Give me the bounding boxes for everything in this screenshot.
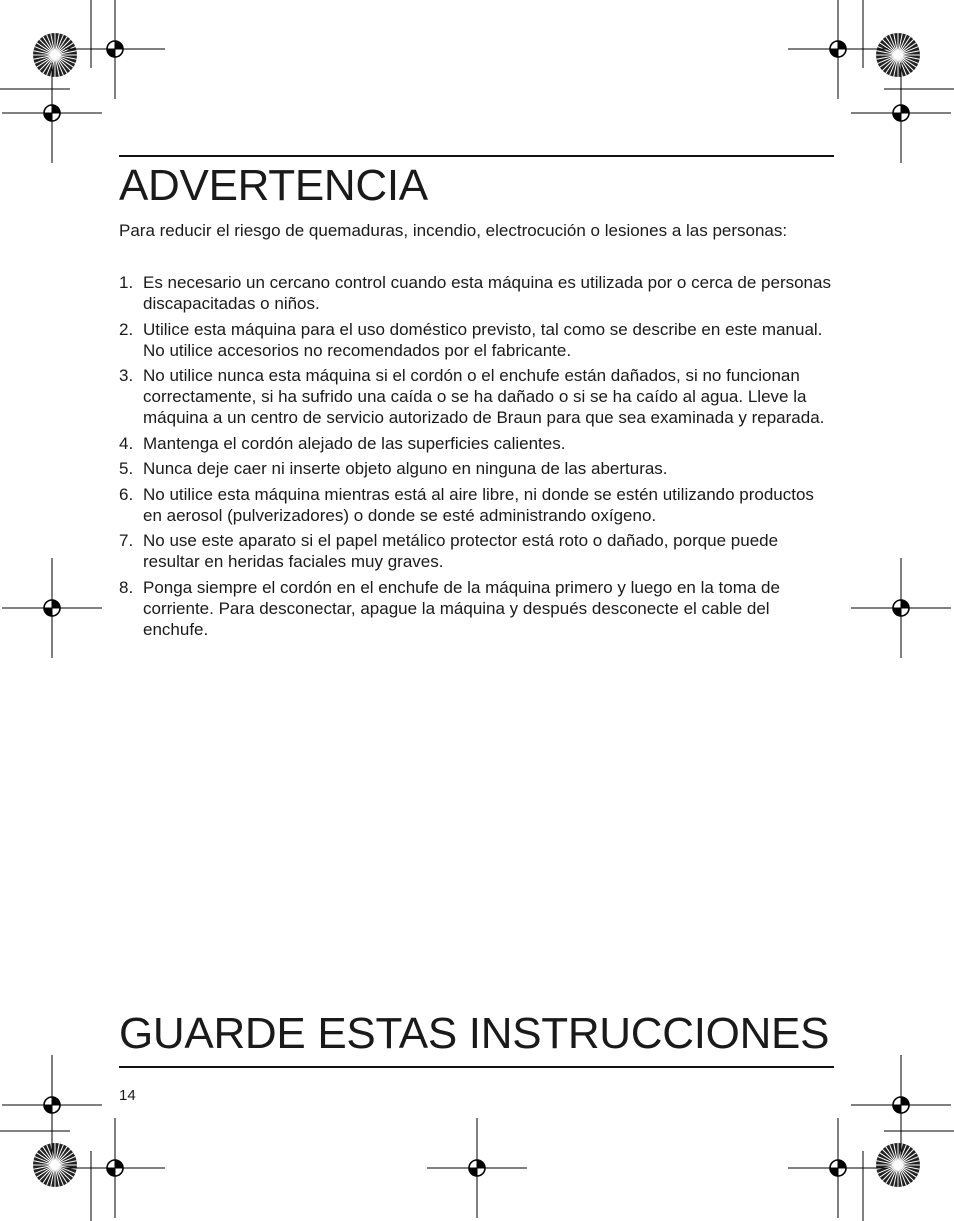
warning-list	[119, 272, 834, 644]
item-number: 7.	[119, 531, 134, 550]
list-item	[119, 365, 834, 428]
item-text: Utilice esta máquina para el uso doméstico previsto, tal como se describe en este manual.	[143, 319, 823, 339]
item-number: 6.	[119, 484, 134, 504]
footer-heading: GUARDE ESTAS INSTRUCCIONES	[119, 1009, 830, 1058]
item-number: 5.	[119, 459, 134, 478]
item-text: No utilice esta máquina mientras está al aire libre, ni donde se estén utilizando productos en aerosol (pulverizadores) o donde se esté administrando oxígeno.	[143, 484, 814, 525]
item-text: No use este aparato si el papel metálico protector está roto o dañado, porque puede resultar en heridas faciales muy graves.	[143, 531, 779, 571]
item-text: Mantenga el cordón alejado de las superficies calientes.	[143, 433, 566, 453]
item-text-secondary: No utilice accesorios no recomendados por el fabricante.	[143, 340, 572, 360]
item-text: No utilice nunca esta máquina si el cordón o el enchufe están dañados, si no funcionan correctamente, si ha sufrido una caída o se ha dañado o si se ha caído al agua. Lleve la máquina a un centro de servicio autorizado de Braun para que sea examinada y reparada.	[143, 366, 825, 427]
list-item	[119, 530, 834, 572]
intro-text: Para reducir el riesgo de quemaduras, incendio, electrocución o lesiones a las personas:	[119, 221, 788, 240]
list-item	[119, 272, 834, 314]
bottom-rule	[119, 1066, 834, 1068]
item-number: 1.	[119, 273, 134, 292]
item-text: Es necesario un cercano control cuando esta máquina es utilizada por o cerca de personas discapacitadas o niños.	[143, 273, 831, 313]
top-rule	[119, 155, 834, 157]
list-item	[119, 433, 834, 454]
item-number: 8.	[119, 577, 134, 597]
list-item	[119, 484, 834, 526]
item-number: 4.	[119, 433, 134, 453]
item-number: 3.	[119, 366, 134, 385]
item-text: Nunca deje caer ni inserte objeto alguno en ninguna de las aberturas.	[143, 459, 668, 478]
page-title: ADVERTENCIA	[119, 161, 428, 210]
list-item	[119, 458, 834, 479]
list-item	[119, 577, 834, 640]
page-number: 14	[119, 1087, 136, 1104]
list-item	[119, 319, 834, 361]
item-text: Ponga siempre el cordón en el enchufe de la máquina primero y luego en la toma de corriente. Para desconectar, apague la máquina y después desconecte el cable del enchufe.	[143, 577, 780, 639]
item-number: 2.	[119, 319, 134, 339]
